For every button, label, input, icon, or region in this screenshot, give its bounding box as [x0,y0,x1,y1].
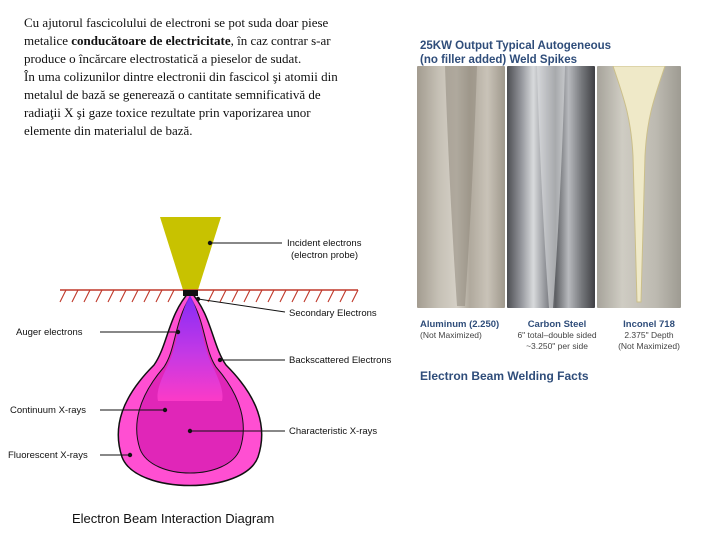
diagram-title: Electron Beam Interaction Diagram [72,511,275,526]
aluminum-label [420,319,505,341]
inconel-sub1: 2.375" Depth [624,330,674,340]
aluminum-weld-spike [417,66,505,308]
intro-bold-term: conducătoare de electricitate [71,33,231,48]
electron-beam-interaction-diagram [0,205,415,535]
label-incident-electrons: Incident electrons [287,238,362,249]
inconel-weld-image [597,66,681,308]
carbon-steel-sub2: ~3.250" per side [526,341,588,351]
carbon-steel-weld-spike [507,66,595,308]
label-auger-electrons: Auger electrons [16,327,83,338]
inconel-label [614,319,684,352]
beam-spot [183,290,198,296]
aluminum-sub: (Not Maximized) [420,330,482,340]
aluminum-weld-image [417,66,505,308]
aluminum-name: Aluminum (2.250) [420,319,500,330]
intro-text-1: Cu ajutorul fascicolului de electroni se pot suda doar piese metalice [24,15,329,48]
label-electron-probe: (electron probe) [291,250,359,261]
incident-beam-cone [160,217,221,290]
label-fluorescent-xrays: Fluorescent X-rays [8,450,88,461]
carbon-steel-name: Carbon Steel [527,319,587,330]
label-backscattered-electrons: Backscattered Electrons [289,355,392,366]
photo-title [420,39,680,67]
inconel-name: Inconel 718 [623,319,675,330]
carbon-steel-label [512,319,602,352]
label-secondary-electrons: Secondary Electrons [289,308,377,319]
photo-title-line2: (no filler added) Weld Spikes [420,54,577,66]
photo-title-line1: 25KW Output Typical Autogeneous [420,40,612,52]
label-characteristic-xrays: Characteristic X-rays [289,426,378,437]
inconel-weld-spike [597,66,681,308]
intro-paragraph [24,14,354,140]
label-continuum-xrays: Continuum X-rays [10,405,87,416]
inconel-sub2: (Not Maximized) [618,341,680,351]
intro-text-3: În uma colizunilor dintre electronii din fascicol şi atomii din metalul de bază se generează o cantitate semnificativă de radiaţii X şi gaze toxice rezultate prin vaporizarea unor elemente din materialul de bază. [24,69,338,138]
carbon-steel-weld-image [507,66,595,308]
facts-title: Electron Beam Welding Facts [420,369,589,383]
intro-text-2: , în caz contrar s-ar produce o încărcare electrostatică a pieselor de sudat. [24,33,331,66]
carbon-steel-sub1: 6" total–double sided [517,330,597,340]
